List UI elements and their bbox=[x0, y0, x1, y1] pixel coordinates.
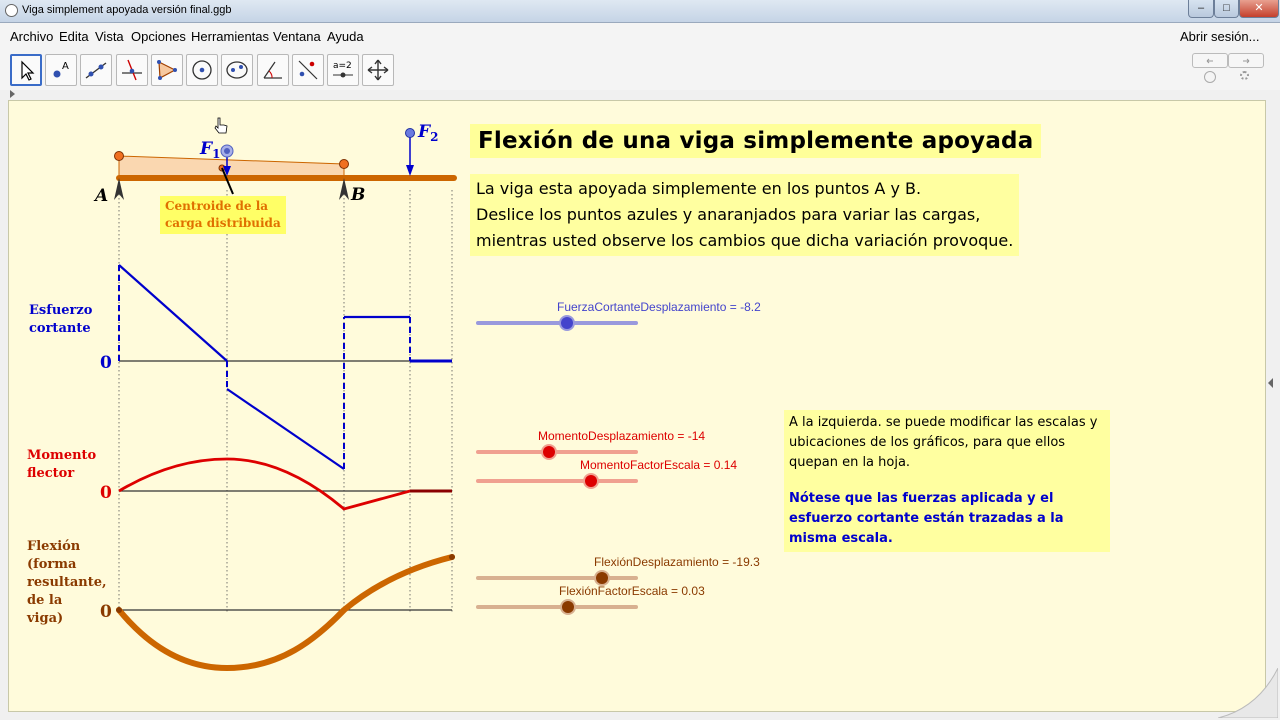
slider-knob[interactable] bbox=[543, 446, 555, 458]
slider-tool-glyph: a=2 bbox=[333, 61, 352, 71]
menu-ayuda[interactable]: Ayuda bbox=[327, 29, 364, 44]
point-a-label: A bbox=[95, 186, 109, 206]
force-f1-label bbox=[199, 139, 220, 161]
menu-archivo[interactable]: Archivo bbox=[10, 29, 54, 44]
slider-label: FlexiónDesplazamiento = -19.3 bbox=[594, 555, 760, 569]
sign-in-link[interactable]: Abrir sesión... bbox=[1180, 29, 1260, 44]
force-f1-sub: 1 bbox=[212, 147, 221, 161]
moment-zero: 0 bbox=[100, 483, 112, 503]
shear-label bbox=[29, 302, 92, 338]
point-b-label: B bbox=[351, 185, 366, 205]
shear-jumps bbox=[119, 265, 410, 469]
force-f2-head bbox=[406, 165, 414, 176]
menu-edita[interactable]: Edita bbox=[59, 29, 89, 44]
slider-track[interactable] bbox=[476, 321, 638, 325]
shear-line bbox=[119, 265, 452, 469]
load-handle-right[interactable] bbox=[340, 160, 349, 169]
slider-knob[interactable] bbox=[561, 317, 573, 329]
distributed-load bbox=[119, 156, 344, 178]
window-title: Viga simplement apoyada versión final.ggb bbox=[22, 4, 232, 16]
maximize-button[interactable]: □ bbox=[1214, 0, 1239, 18]
menu-vista[interactable]: Vista bbox=[95, 29, 124, 44]
deflection-zero: 0 bbox=[100, 602, 112, 622]
deflection-label-line3: resultante, bbox=[27, 575, 107, 590]
deflection-label-line5: viga) bbox=[27, 611, 64, 626]
force-f2-label bbox=[417, 122, 438, 144]
force-f1-letter: F bbox=[200, 139, 213, 159]
scale-note-text: A la izquierda. se puede modificar las escalas y ubicaciones de los gráficos, para que ellos quepan en la hoja. bbox=[789, 415, 1098, 470]
slider-track[interactable] bbox=[476, 605, 638, 609]
slider-track[interactable] bbox=[476, 450, 638, 454]
deflection-end-point bbox=[449, 554, 455, 560]
slider-label: MomentoFactorEscala = 0.14 bbox=[580, 458, 738, 472]
load-handle-left[interactable] bbox=[115, 152, 124, 161]
shear-label-line1: Esfuerzo bbox=[29, 303, 93, 318]
slider-label: FuerzaCortanteDesplazamiento = -8.2 bbox=[557, 300, 761, 314]
force-f2-sub: 2 bbox=[430, 130, 439, 144]
slider-track[interactable] bbox=[476, 576, 638, 580]
scale-note-box bbox=[784, 410, 1110, 552]
shear-label-line2: cortante bbox=[29, 321, 91, 336]
menu-herramientas[interactable]: Herramientas bbox=[191, 29, 270, 44]
moment-label bbox=[27, 447, 96, 483]
description-line1: La viga esta apoyada simplemente en los puntos A y B. bbox=[476, 179, 922, 198]
close-button[interactable]: ✕ bbox=[1239, 0, 1279, 18]
slider-label: FlexiónFactorEscala = 0.03 bbox=[559, 584, 705, 598]
page-title: Flexión de una viga simplemente apoyada bbox=[470, 124, 1041, 158]
deflection-label-line4: de la bbox=[27, 593, 63, 608]
centroid-label bbox=[160, 196, 286, 234]
minimize-button[interactable]: – bbox=[1188, 0, 1214, 18]
slider-track[interactable] bbox=[476, 479, 638, 483]
hand-cursor-icon bbox=[215, 118, 227, 133]
deflection-curve bbox=[119, 557, 452, 668]
shear-zero: 0 bbox=[100, 353, 112, 373]
deflection-label bbox=[27, 538, 107, 628]
moment-label-line1: Momento bbox=[27, 448, 97, 463]
slider-label: MomentoDesplazamiento = -14 bbox=[538, 429, 706, 443]
force-f2-handle[interactable] bbox=[406, 129, 415, 138]
support-a-icon bbox=[114, 178, 124, 200]
centroid-label-line1: Centroide de la bbox=[165, 199, 269, 213]
force-f1-handle-core bbox=[224, 148, 230, 154]
moment-label-line2: flector bbox=[27, 466, 75, 481]
description-line2: Deslice los puntos azules y anaranjados para variar las cargas, bbox=[476, 205, 981, 224]
svg-text:A: A bbox=[62, 61, 69, 72]
deflection-label-line2: (forma bbox=[27, 557, 77, 572]
scale-note-highlight: Nótese que las fuerzas aplicada y el esfuerzo cortante están trazadas a la misma escala. bbox=[789, 491, 1064, 546]
description-line3: mientras usted observe los cambios que dicha variación provoque. bbox=[476, 231, 1014, 250]
page-curl-icon bbox=[1218, 668, 1278, 718]
slider-knob[interactable] bbox=[585, 475, 597, 487]
force-f2-letter: F bbox=[418, 122, 431, 142]
centroid-label-line2: carga distribuida bbox=[165, 216, 281, 230]
deflection-start-point bbox=[116, 607, 122, 613]
menu-ventana[interactable]: Ventana bbox=[273, 29, 321, 44]
moment-line bbox=[119, 459, 452, 509]
menu-opciones[interactable]: Opciones bbox=[131, 29, 186, 44]
support-b-icon bbox=[339, 178, 349, 200]
description-box bbox=[470, 174, 1019, 256]
deflection-label-line1: Flexión bbox=[27, 539, 81, 554]
